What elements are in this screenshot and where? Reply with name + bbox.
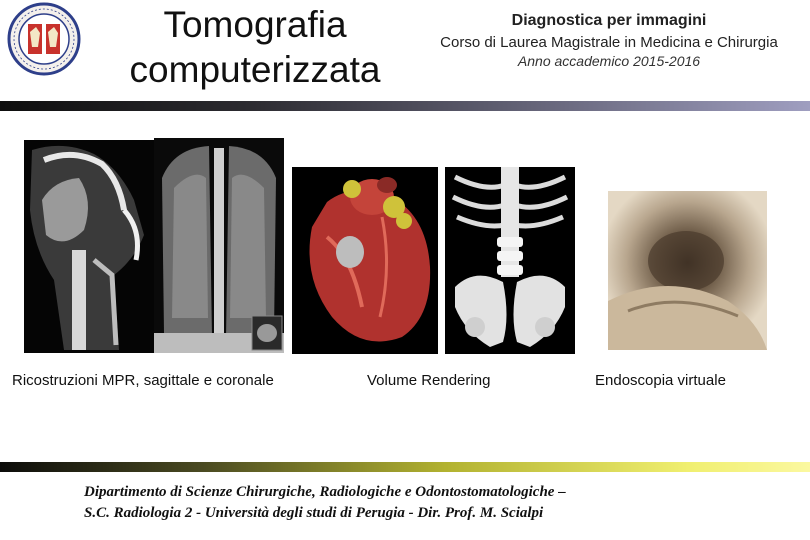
title-line-1: Tomografia bbox=[163, 4, 347, 45]
university-seal-logo bbox=[2, 2, 86, 76]
header-divider-bar bbox=[0, 101, 810, 111]
caption-mpr: Ricostruzioni MPR, sagittale e coronale bbox=[12, 372, 274, 389]
footer-divider-bar bbox=[0, 462, 810, 472]
title-line-2: computerizzata bbox=[129, 49, 381, 90]
mpr-coronal-image bbox=[154, 138, 284, 353]
academic-year: Anno accademico 2015-2016 bbox=[517, 53, 701, 69]
course-title: Diagnostica per immagini bbox=[511, 12, 707, 29]
course-name: Corso di Laurea Magistrale in Medicina e Chirurgia bbox=[440, 34, 778, 51]
heart-volume-rendering-image bbox=[292, 167, 438, 354]
virtual-endoscopy-image bbox=[608, 191, 767, 350]
caption-virtual-endoscopy: Endoscopia virtuale bbox=[595, 372, 726, 389]
caption-volume-rendering: Volume Rendering bbox=[367, 372, 491, 389]
mpr-sagittal-image bbox=[24, 140, 154, 353]
page-title bbox=[96, 2, 414, 92]
footer-department bbox=[84, 482, 784, 524]
course-info bbox=[412, 12, 806, 70]
footer-line-1: Dipartimento di Scienze Chirurgiche, Radiologiche e Odontostomatologiche – bbox=[84, 484, 566, 500]
footer-line-2: S.C. Radiologia 2 - Università degli studi di Perugia - Dir. Prof. M. Scialpi bbox=[84, 505, 544, 521]
skeleton-volume-rendering-image bbox=[445, 167, 575, 354]
